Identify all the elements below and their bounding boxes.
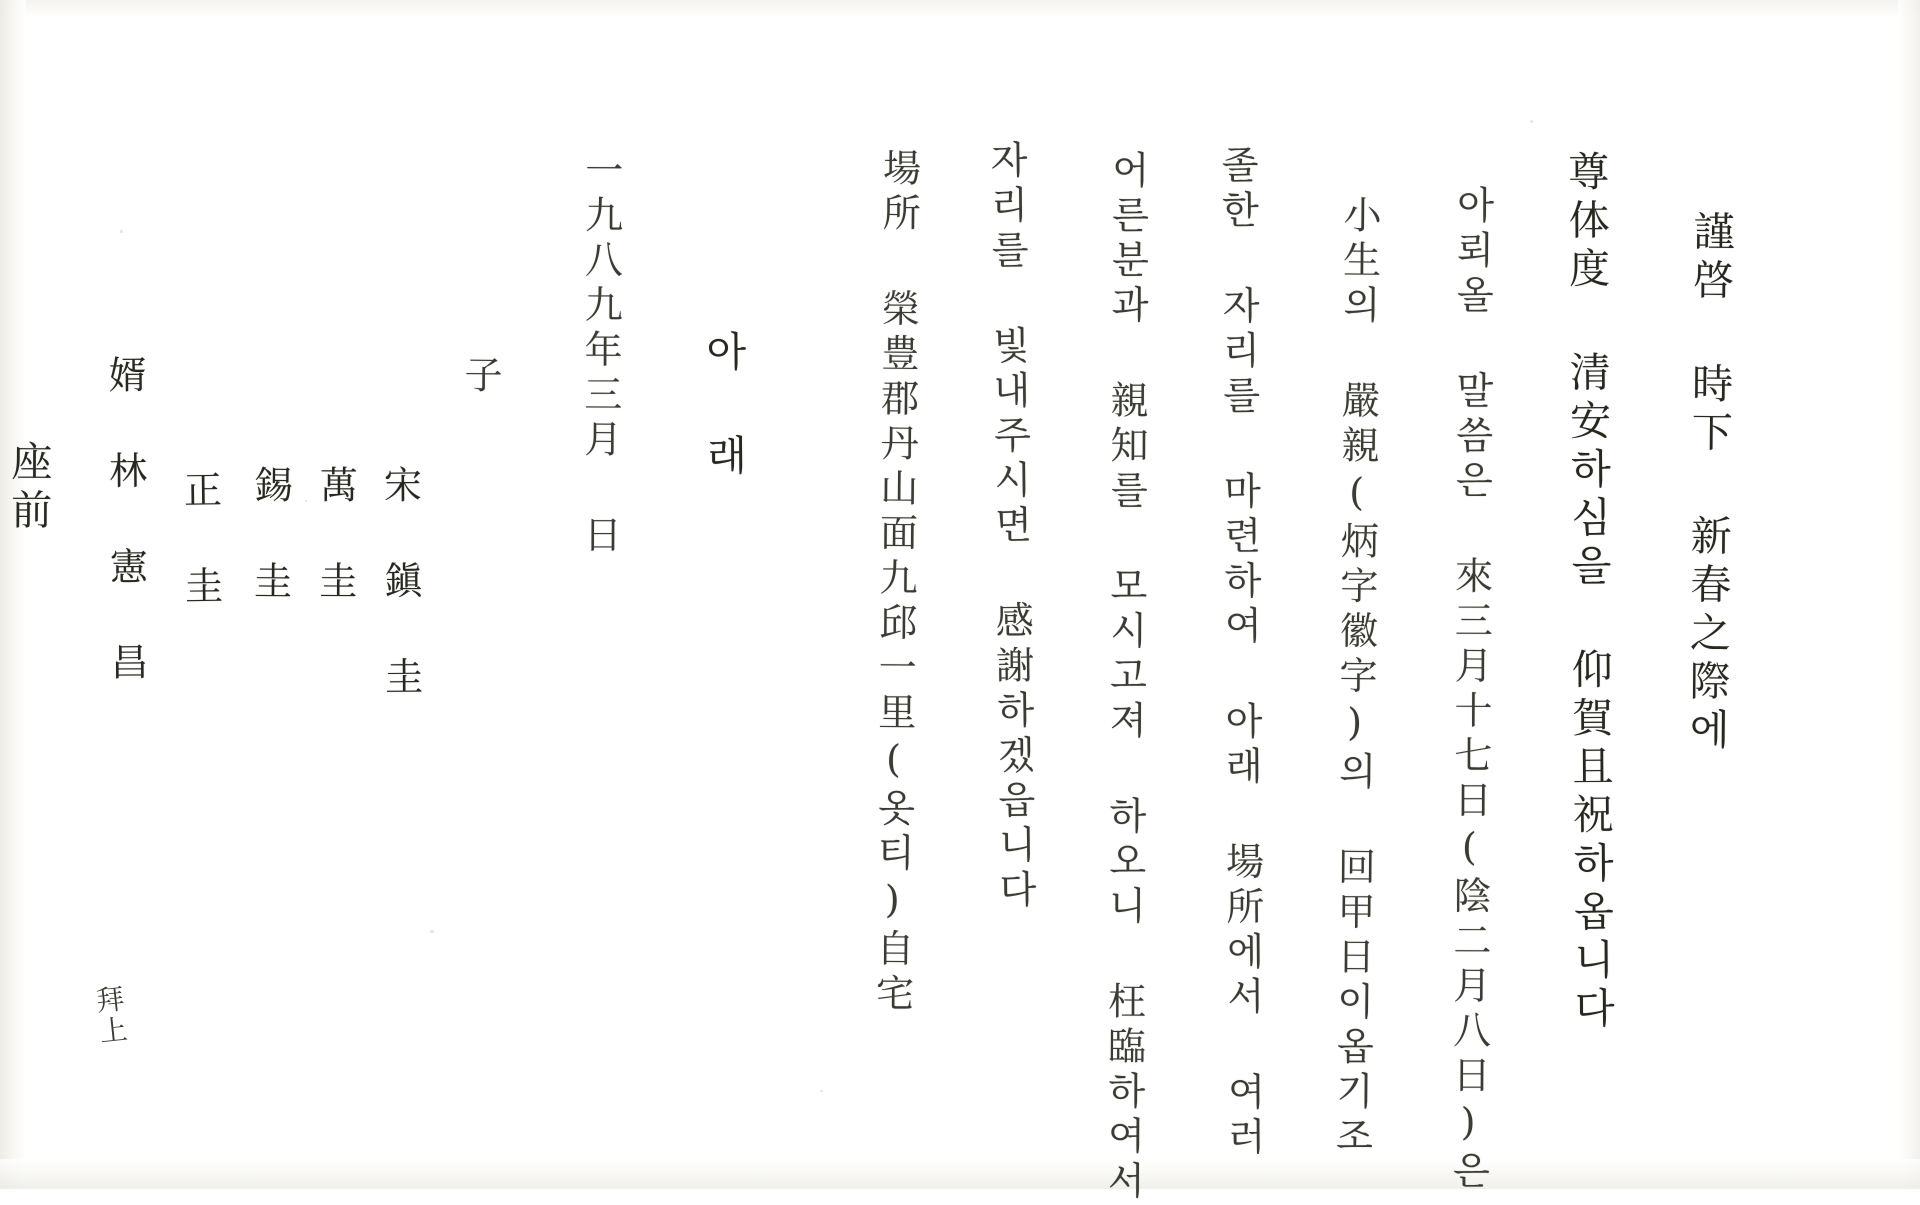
bow-mark-signature: 拜上 <box>90 983 131 1049</box>
text-column-greeting: 尊体度 清安하심을 仰賀且祝하옵니다 <box>1560 149 1616 1035</box>
text-column-invite-line: 어른분과 親知를 모시고져 하오니 枉臨하여서 <box>1100 149 1150 1205</box>
text-column-name-1: 宋 鎭 圭 <box>377 464 423 702</box>
text-column-son-label: 子 <box>457 354 503 401</box>
text-column-date-line: 一九八九年三月 日 <box>577 149 623 560</box>
text-column-heading: 謹啓 時下 新春之際에 <box>1681 209 1735 757</box>
text-column-thanks-line: 자리를 빛내주시면 感謝하겠읍니다 <box>983 139 1037 915</box>
text-column-son-in-law: 婿 林 憲 昌 <box>101 354 149 688</box>
text-column-name-2: 萬 圭 <box>312 464 358 606</box>
text-column-parent-line: 小生의 嚴親(炳字徽字)의 回甲日이옵기조 <box>1328 194 1382 1161</box>
text-column-notice-date: 아뢰올 말씀은 來三月十七日(陰二月八日)은 <box>1445 184 1495 1196</box>
text-column-name-4: 正 圭 <box>177 469 223 611</box>
addressee-label: 座前 <box>3 439 53 537</box>
text-column-place-line: 졸한 자리를 마련하여 아래 場所에서 여러 <box>1214 144 1266 1162</box>
text-column-closing: 아 래 <box>698 329 748 483</box>
text-column-name-3: 錫 圭 <box>247 464 293 606</box>
text-column-venue-label: 場所 榮豊郡丹山面九邱一里(옷티)自宅 <box>869 147 921 1019</box>
